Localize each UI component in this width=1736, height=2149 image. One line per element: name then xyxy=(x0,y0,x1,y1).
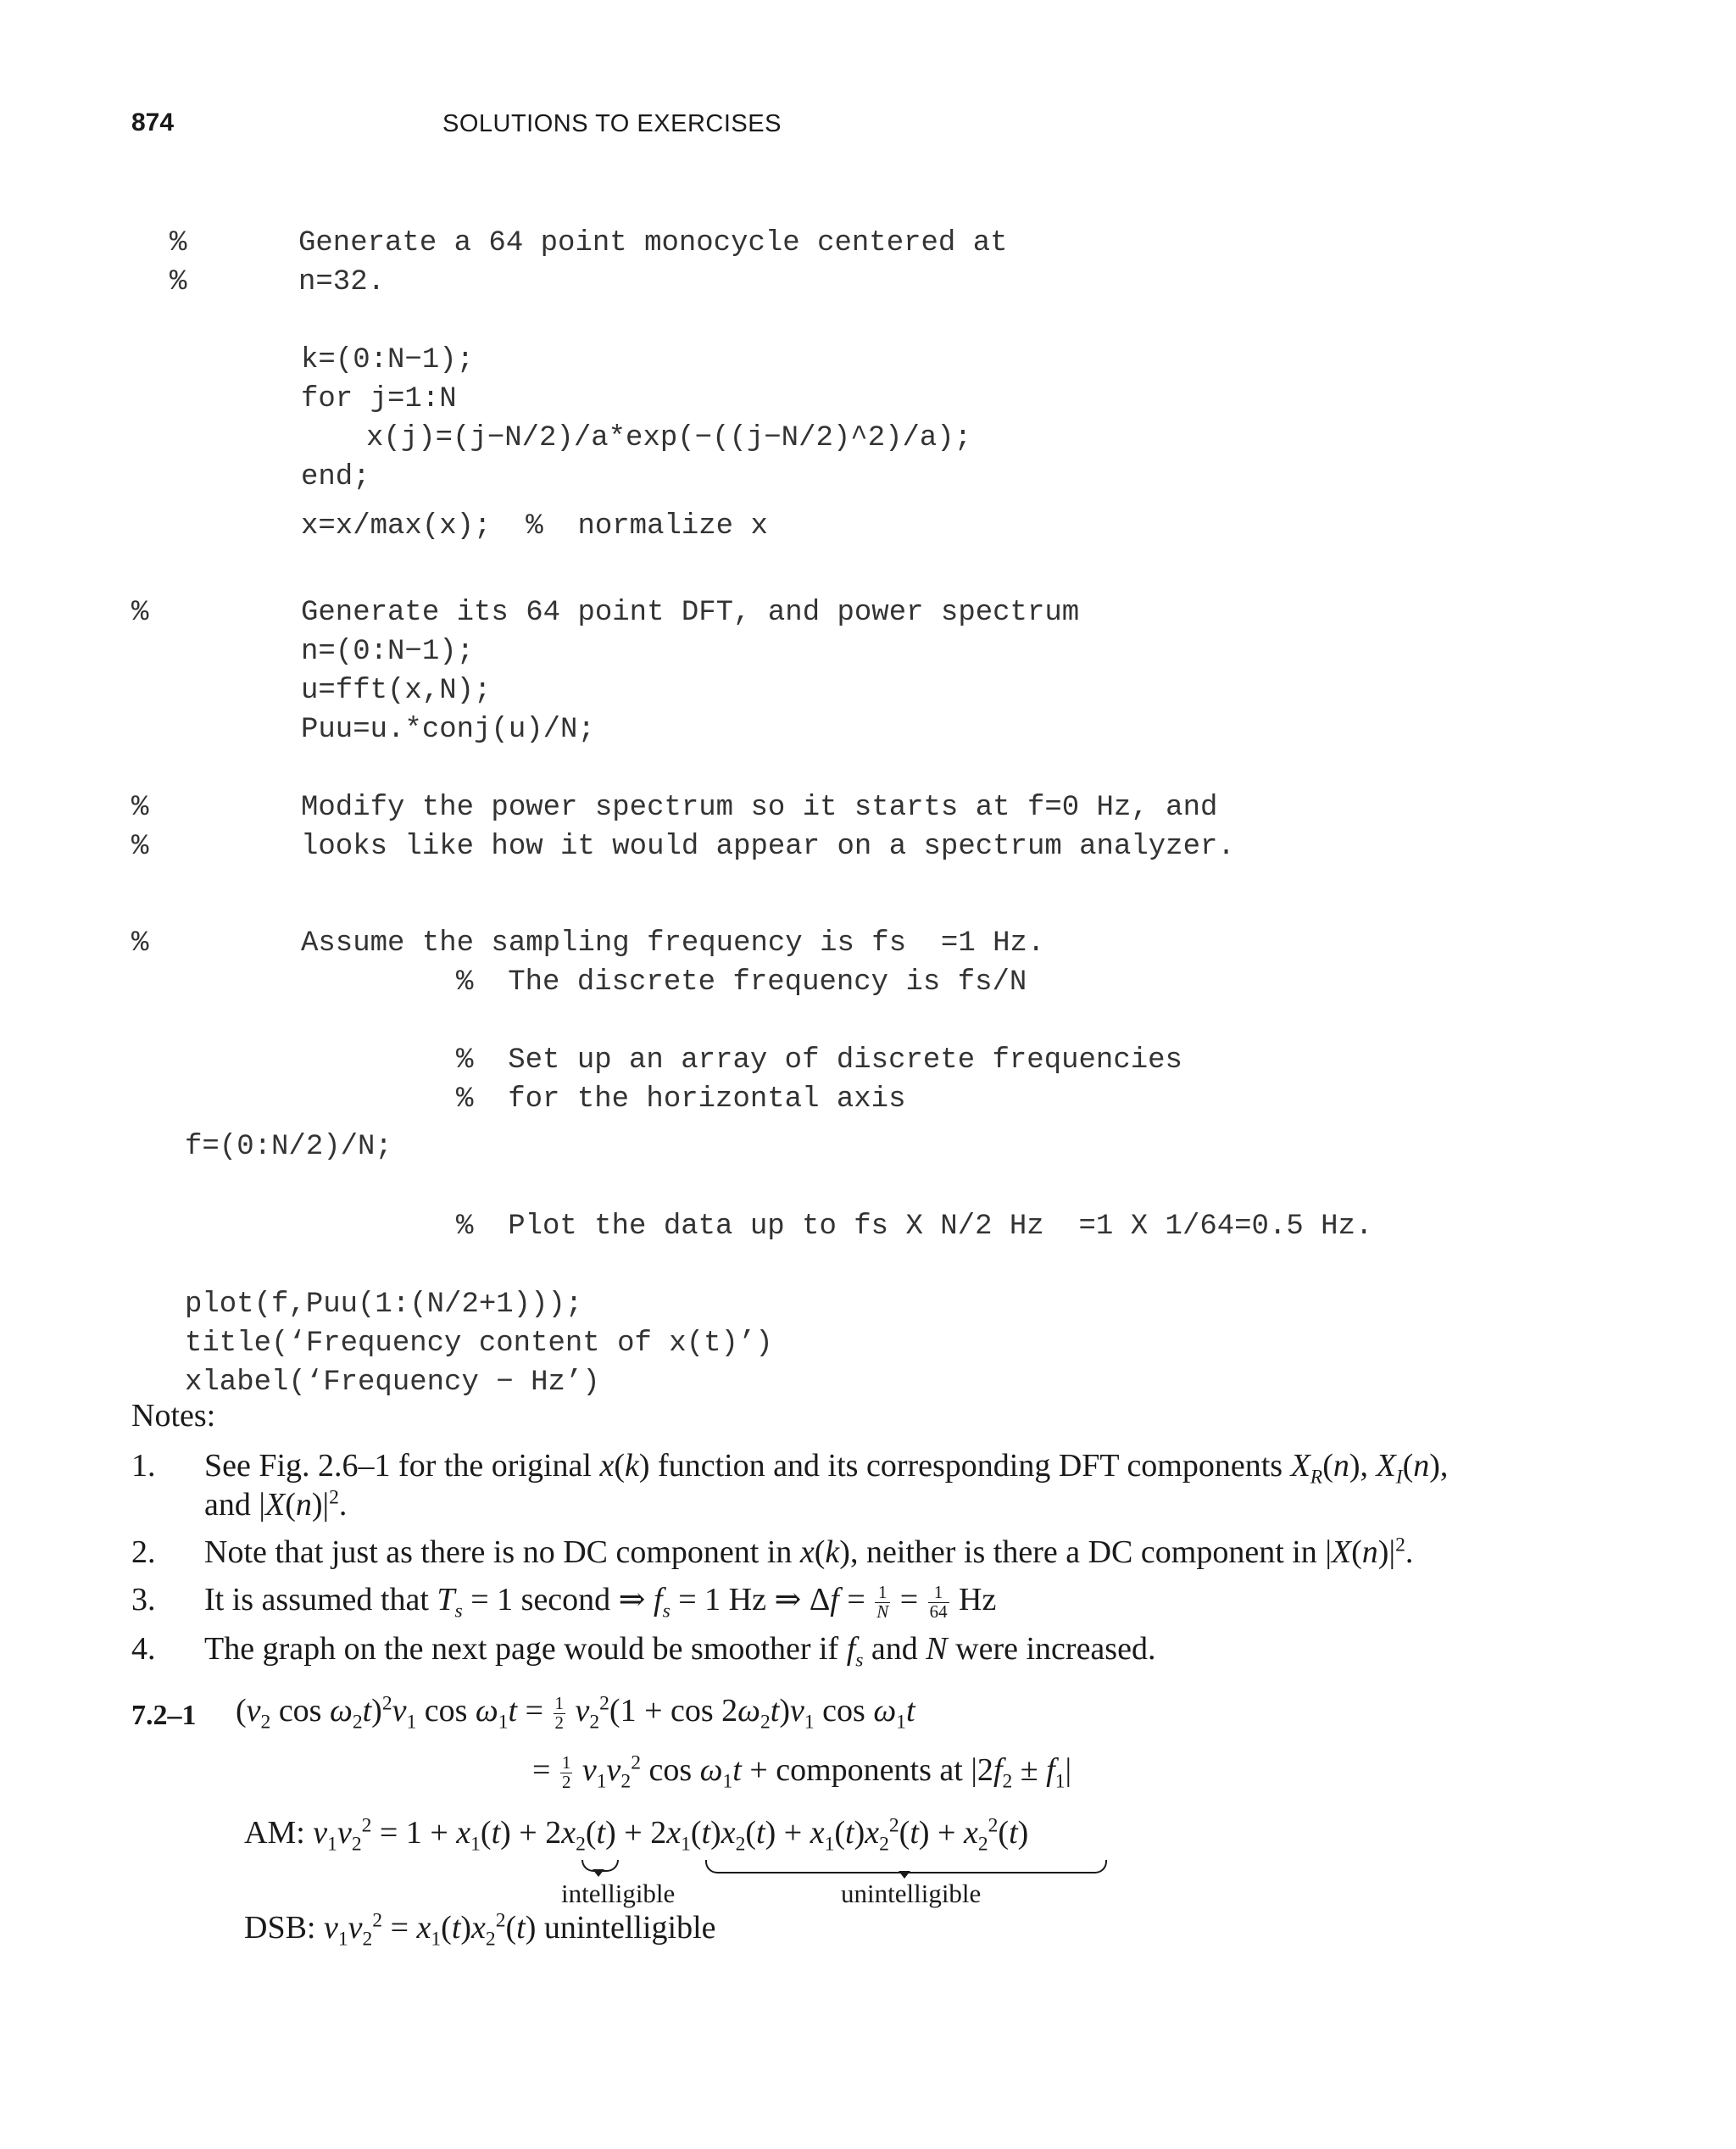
comment-marker: % xyxy=(131,597,149,629)
comment-marker: % xyxy=(131,927,149,960)
note-text: See Fig. 2.6–1 for the original x(k) function and its corresponding DFT components $X_R(n)$, $X_I(n)$, and $|X(n)|^2$. xyxy=(204,1448,1449,1523)
code-line: Puu=u.*conj(u)/N; xyxy=(301,714,595,746)
note-text: It is assumed that $T_s = 1$ second ⇒ $f_s = 1$ Hz ⇒ Δf = $\frac{1}{N}$ = $\frac{1}{64}$ Hz xyxy=(204,1581,997,1623)
code-comment: Modify the power spectrum so it starts at f=0 Hz, and xyxy=(301,792,1218,824)
fraction: $\frac{1}{64}$ xyxy=(929,1581,948,1622)
code-comment: Generate a 64 point monocycle centered at xyxy=(298,227,1008,259)
code-line: title(‘Frequency content of x(t)’) xyxy=(185,1328,773,1360)
code-line: n=(0:N−1); xyxy=(301,636,475,668)
fraction: $\frac{1}{2}$ xyxy=(554,1692,564,1733)
code-line: plot(f,Puu(1:(N/2+1))); xyxy=(185,1289,583,1321)
note-number: 2. xyxy=(131,1534,156,1570)
code-comment: % for the horizontal axis xyxy=(456,1083,906,1116)
comment-marker: % xyxy=(170,227,187,259)
running-title: SOLUTIONS TO EXERCISES xyxy=(442,110,782,137)
code-line: k=(0:N−1); xyxy=(301,344,475,376)
code-comment: Assume the sampling frequency is fs =1 Hz. xyxy=(301,927,1045,960)
note-1 xyxy=(131,1446,1488,1531)
label-intelligible: intelligible xyxy=(561,1879,676,1908)
code-line: for j=1:N xyxy=(301,383,457,415)
fraction: $\frac{1}{N}$ xyxy=(876,1581,889,1622)
label-unintelligible: unintelligible xyxy=(841,1879,982,1908)
equation-dsb: DSB: $v_1v_2^2 = x_1(t)x_2^2(t)$ unintelligible xyxy=(244,1909,716,1951)
note-text: Note that just as there is no DC component in x(k), neither is there a DC component in $|X(n)|^2$. xyxy=(204,1534,1414,1570)
note-number: 3. xyxy=(131,1582,156,1617)
note-text: The graph on the next page would be smoother if $f_s$ and N were increased. xyxy=(204,1631,1156,1672)
note-number: 1. xyxy=(131,1448,156,1484)
code-comment: n=32. xyxy=(298,266,386,298)
note-4 xyxy=(131,1629,1488,1672)
code-line: x=x/max(x); % normalize x xyxy=(301,510,768,543)
code-line: end; xyxy=(301,461,370,493)
code-comment: looks like how it would appear on a spectrum analyzer. xyxy=(301,831,1235,863)
code-comment: % The discrete frequency is fs/N xyxy=(456,966,1027,999)
equation-line-1: ($v_2$ $\cos \omega_2t)^2v_1$ $\cos \omega_1t$ = $\frac{1}{2}$ $v_2^2(1 + \cos 2\omega_2t)v_1$ $\cos \omega_1t$ xyxy=(236,1692,915,1734)
equation-line-2: = $\frac{1}{2}$ $v_1v_2^2$ $\cos \omega_1t$ + components at $|2f_2 \pm f_1|$ xyxy=(532,1751,1072,1793)
code-comment: % Set up an array of discrete frequencies xyxy=(456,1044,1182,1077)
code-comment: Generate its 64 point DFT, and power spectrum xyxy=(301,597,1080,629)
code-line: xlabel(‘Frequency − Hz’) xyxy=(185,1367,600,1399)
underbrace-tip xyxy=(593,1869,604,1877)
comment-marker: % xyxy=(131,831,149,863)
code-comment: % Plot the data up to fs X N/2 Hz =1 X 1/64=0.5 Hz. xyxy=(456,1211,1373,1243)
page-number: 874 xyxy=(131,109,175,136)
equation-am: AM: $v_1v_2^2 = 1 + x_1(t) + 2x_2(t) + 2x_1(t)x_2(t) + x_1(t)x_2^2(t) + x_2^2(t)$ xyxy=(244,1814,1029,1856)
code-line: x(j)=(j−N/2)/a*exp(−((j−N/2)^2)/a); xyxy=(366,422,972,454)
code-line: u=fft(x,N); xyxy=(301,675,492,707)
note-3 xyxy=(131,1580,1488,1623)
exercise-number: 7.2–1 xyxy=(131,1700,197,1731)
comment-marker: % xyxy=(131,792,149,824)
code-line: f=(0:N/2)/N; xyxy=(185,1131,392,1163)
fraction: $\frac{1}{2}$ xyxy=(561,1751,571,1792)
note-number: 4. xyxy=(131,1631,156,1667)
note-2 xyxy=(131,1533,1488,1575)
underbrace-tip xyxy=(899,1871,910,1879)
comment-marker: % xyxy=(170,266,187,298)
notes-heading: Notes: xyxy=(131,1398,216,1434)
